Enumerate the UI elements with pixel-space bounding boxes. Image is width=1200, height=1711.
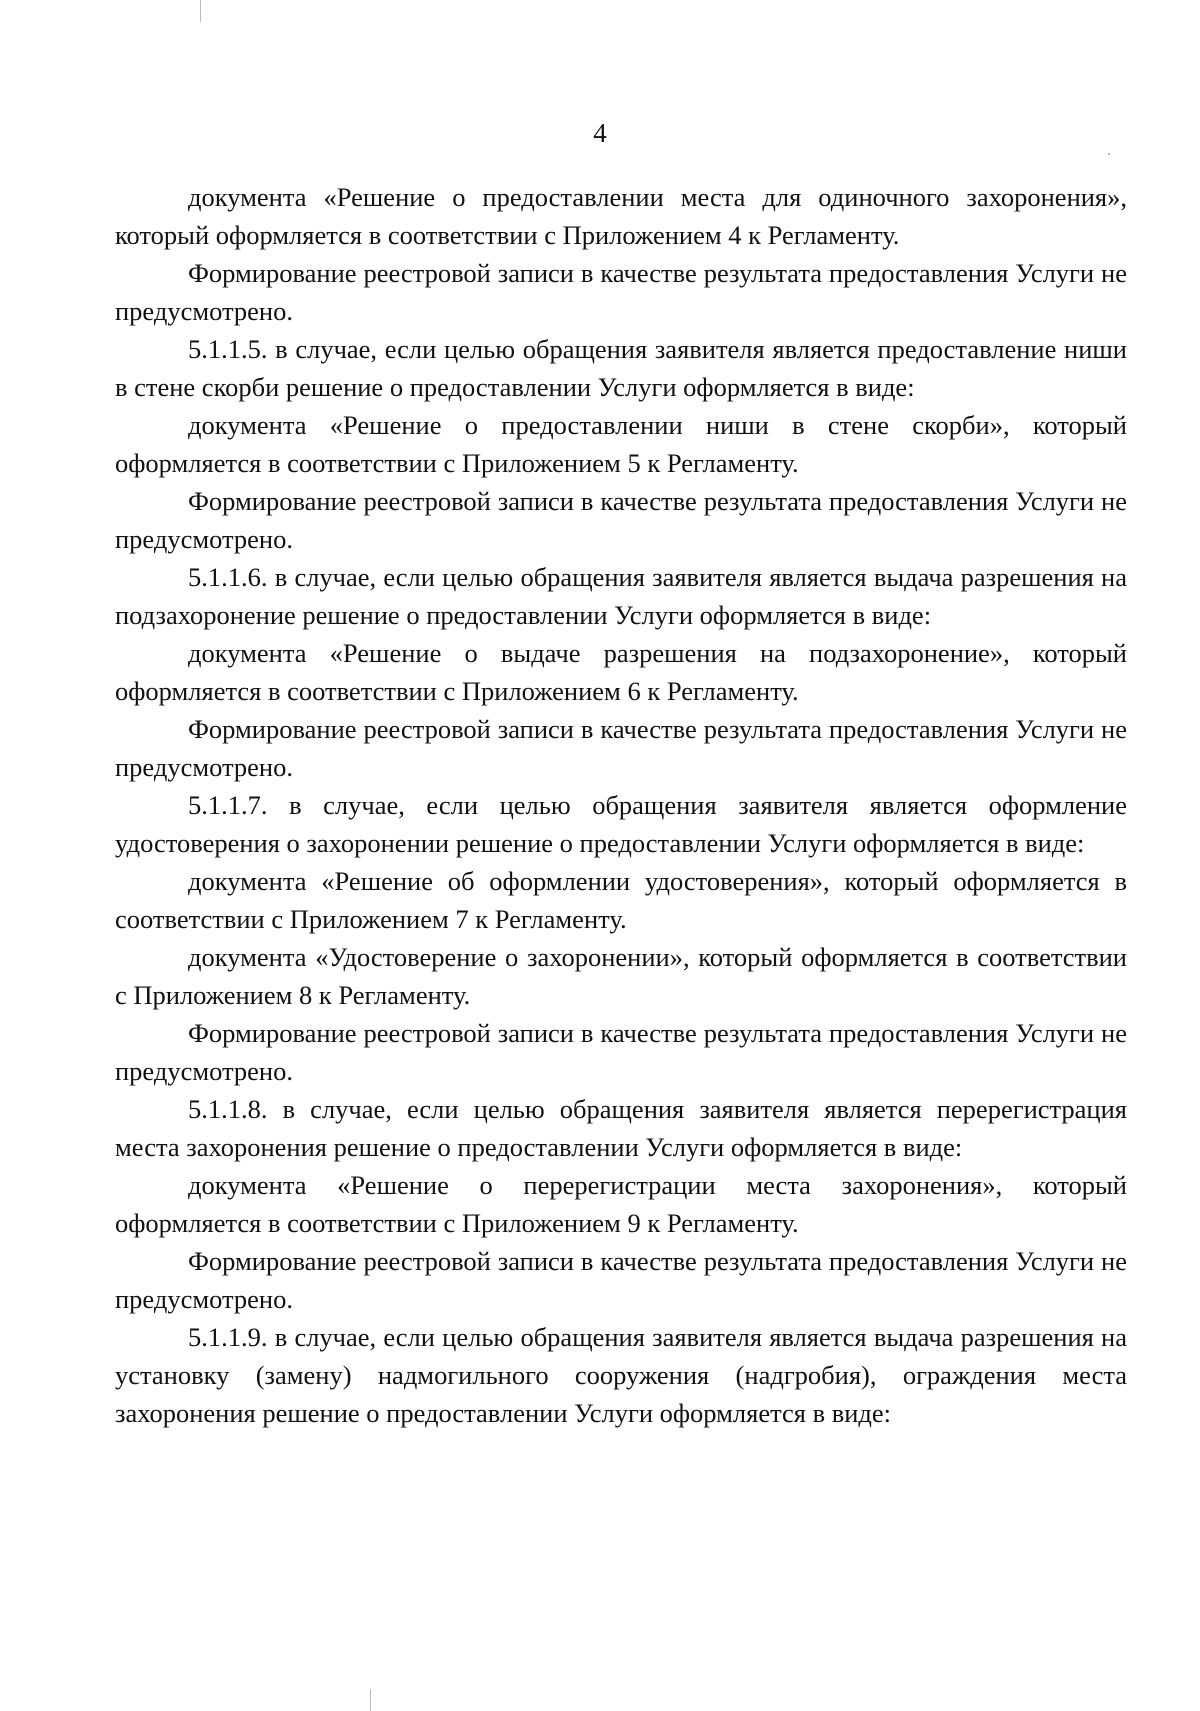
paragraph: документа «Удостоверение о захоронении», который оформляется в соответствии с Приложением 8 к Регламенту.: [115, 942, 1127, 1010]
paragraph: Формирование реестровой записи в качестве результата предоставления Услуги не предусмотрено.: [115, 258, 1127, 326]
paragraph: 5.1.1.6. в случае, если целью обращения заявителя является выдача разрешения на подзахоронение решение о предоставлении Услуги оформляется в виде:: [115, 562, 1127, 630]
paragraph: документа «Решение о перерегистрации места захоронения», который оформляется в соответствии с Приложением 9 к Регламенту.: [115, 1170, 1127, 1238]
paragraph: 5.1.1.5. в случае, если целью обращения заявителя является предоставление ниши в стене скорби решение о предоставлении Услуги оформляется в виде:: [115, 334, 1127, 402]
scan-artifact-right: [1108, 153, 1110, 155]
paragraph: Формирование реестровой записи в качестве результата предоставления Услуги не предусмотрено.: [115, 1246, 1127, 1314]
paragraph: 5.1.1.8. в случае, если целью обращения заявителя является перерегистрация места захоронения решение о предоставлении Услуги оформляется в виде:: [115, 1094, 1127, 1162]
paragraph: документа «Решение о предоставлении ниши в стене скорби», который оформляется в соответствии с Приложением 5 к Регламенту.: [115, 410, 1127, 478]
paragraph: 5.1.1.7. в случае, если целью обращения заявителя является оформление удостоверения о захоронении решение о предоставлении Услуги оформляется в виде:: [115, 790, 1127, 858]
paragraph: документа «Решение о предоставлении места для одиночного захоронения», который оформляется в соответствии с Приложением 4 к Регламенту.: [115, 182, 1127, 250]
page-number: 4: [593, 118, 607, 148]
document-body: [115, 178, 1127, 1432]
paragraph: Формирование реестровой записи в качестве результата предоставления Услуги не предусмотрено.: [115, 1018, 1127, 1086]
paragraph: Формирование реестровой записи в качестве результата предоставления Услуги не предусмотрено.: [115, 486, 1127, 554]
paragraph: Формирование реестровой записи в качестве результата предоставления Услуги не предусмотрено.: [115, 714, 1127, 782]
scan-artifact-top: [200, 0, 201, 22]
scan-artifact-bottom: [370, 1689, 371, 1711]
paragraph: 5.1.1.9. в случае, если целью обращения заявителя является выдача разрешения на установку (замену) надмогильного сооружения (надгробия), ограждения места захоронения решение о предоставлении Услуги оформляется в виде:: [115, 1322, 1127, 1428]
paragraph: документа «Решение об оформлении удостоверения», который оформляется в соответствии с Приложением 7 к Регламенту.: [115, 866, 1127, 934]
paragraph: документа «Решение о выдаче разрешения на подзахоронение», который оформляется в соответствии с Приложением 6 к Регламенту.: [115, 638, 1127, 706]
